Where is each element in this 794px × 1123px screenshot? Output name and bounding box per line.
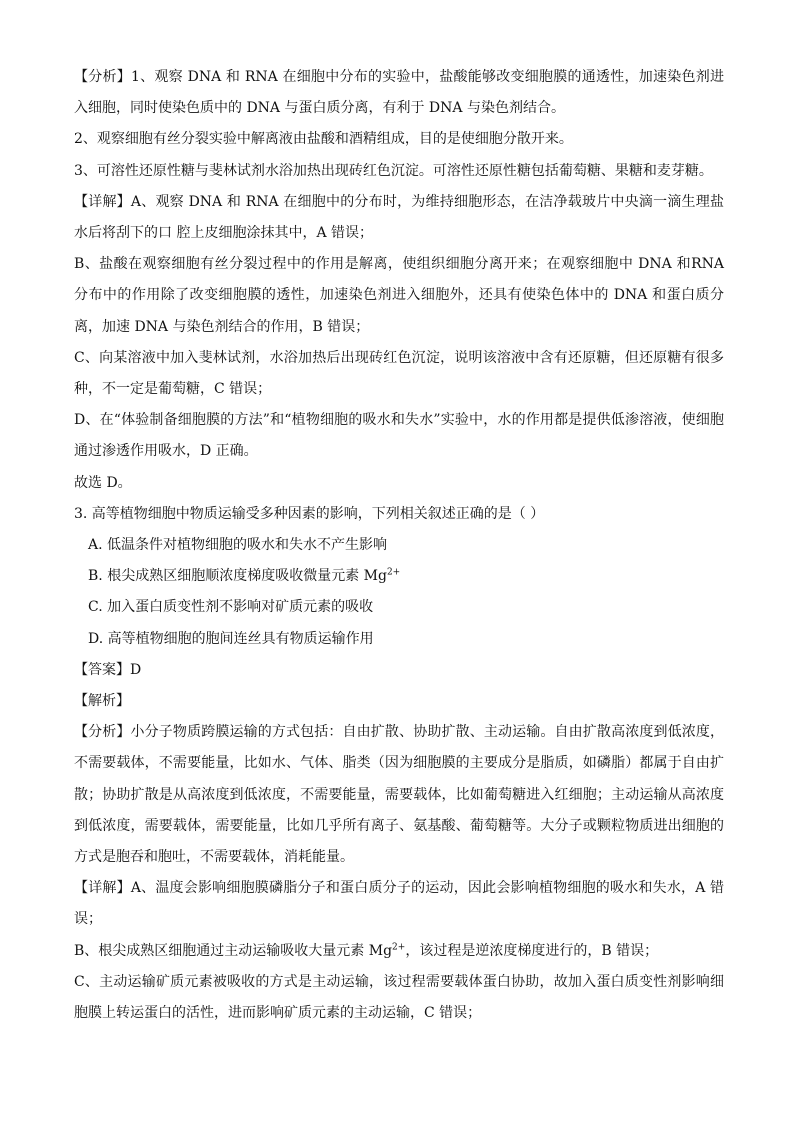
analysis-paragraph-2: 2、观察细胞有丝分裂实验中解离液由盐酸和酒精组成，目的是使细胞分散开来。 xyxy=(74,131,573,148)
detail-answer-b xyxy=(74,936,724,967)
analysis-paragraph-3: 3、可溶性还原性糖与斐林试剂水浴加热出现砖红色沉淀。可溶性还原性糖包括葡萄糖、果糖和麦芽糖。 xyxy=(74,162,713,179)
option-a: A. 低温条件对植物细胞的吸水和失水不产生影响 xyxy=(88,537,388,554)
document-page xyxy=(74,62,724,1029)
detail-paragraph-d: D、在“体验制备细胞膜的方法”和“植物细胞的吸水和失水”实验中，水的作用都是提供低渗溶液，使细胞通过渗透作用吸水，D 正确。 xyxy=(74,412,724,460)
analysis-heading: 【解析】 xyxy=(74,693,130,710)
detail-b-suffix: ，该过程是逆浓度梯度进行的，B 错误； xyxy=(405,942,659,959)
option-b-text: B. 根尖成熟区细胞顺浓度梯度吸收微量元素 Mg xyxy=(88,568,387,585)
choice-conclusion: 故选 D。 xyxy=(74,474,132,491)
detail-paragraph-b: B、盐酸在观察细胞有丝分裂过程中的作用是解离，使组织细胞分离开来；在观察细胞中 DNA 和RNA 分布中的作用除了改变细胞膜的透性，加速染色剂进入细胞外，还具有使染色体中的 DNA 和蛋白质分离，加速 DNA 与染色剂结合的作用，B 错误； xyxy=(74,256,724,335)
detail-answer-a: 【详解】A、温度会影响细胞膜磷脂分子和蛋白质分子的运动，因此会影响植物细胞的吸水和失水，A 错误； xyxy=(74,880,724,928)
analysis-summary: 【分析】小分子物质跨膜运输的方式包括：自由扩散、协助扩散、主动运输。自由扩散高浓度到低浓度，不需要载体，不需要能量，比如水、气体、脂类（因为细胞膜的主要成分是脂质，如磷脂）都属于自由扩散；协助扩散是从高浓度到低浓度，不需要能量，需要载体，比如葡萄糖进入红细胞；主动运输从高浓度到低浓度，需要载体，需要能量，比如几乎所有离子、氨基酸、葡萄糖等。大分子或颗粒物质进出细胞的方式是胞吞和胞吐，不需要载体，消耗能量。 xyxy=(74,724,724,866)
detail-paragraph-c: C、向某溶液中加入斐林试剂，水浴加热后出现砖红色沉淀，说明该溶液中含有还原糖，但还原糖有很多种，不一定是葡萄糖，C 错误； xyxy=(74,349,724,398)
answer-label: 【答案】D xyxy=(74,661,142,678)
option-d: D. 高等植物细胞的胞间连丝具有物质运输作用 xyxy=(88,630,374,647)
option-b xyxy=(74,561,724,592)
detail-answer-c: C、主动运输矿质元素被吸收的方式是主动运输，该过程需要载体蛋白协助，故加入蛋白质变性剂影响细胞膜上转运蛋白的活性，进而影响矿质元素的主动运输，C 错误； xyxy=(74,973,724,1022)
detail-b-text: B、根尖成熟区细胞通过主动运输吸收大量元素 Mg xyxy=(74,942,393,959)
detail-paragraph-a: 【详解】A、观察 DNA 和 RNA 在细胞中的分布时，为维持细胞形态，在洁净载玻片中央滴一滴生理盐水后将刮下的口 腔上皮细胞涂抹其中，A 错误； xyxy=(74,193,724,242)
analysis-paragraph-1: 【分析】1、观察 DNA 和 RNA 在细胞中分布的实验中，盐酸能够改变细胞膜的通透性，加速染色剂进入细胞，同时使染色质中的 DNA 与蛋白质分离，有利于 DNA 与染色剂结合。 xyxy=(74,69,724,117)
option-c: C. 加入蛋白质变性剂不影响对矿质元素的吸收 xyxy=(88,599,374,616)
detail-b-superscript: 2+ xyxy=(392,942,406,953)
question-stem: 3. 高等植物细胞中物质运输受多种因素的影响，下列相关叙述正确的是（ ） xyxy=(74,505,545,522)
option-b-superscript: 2+ xyxy=(386,567,401,578)
